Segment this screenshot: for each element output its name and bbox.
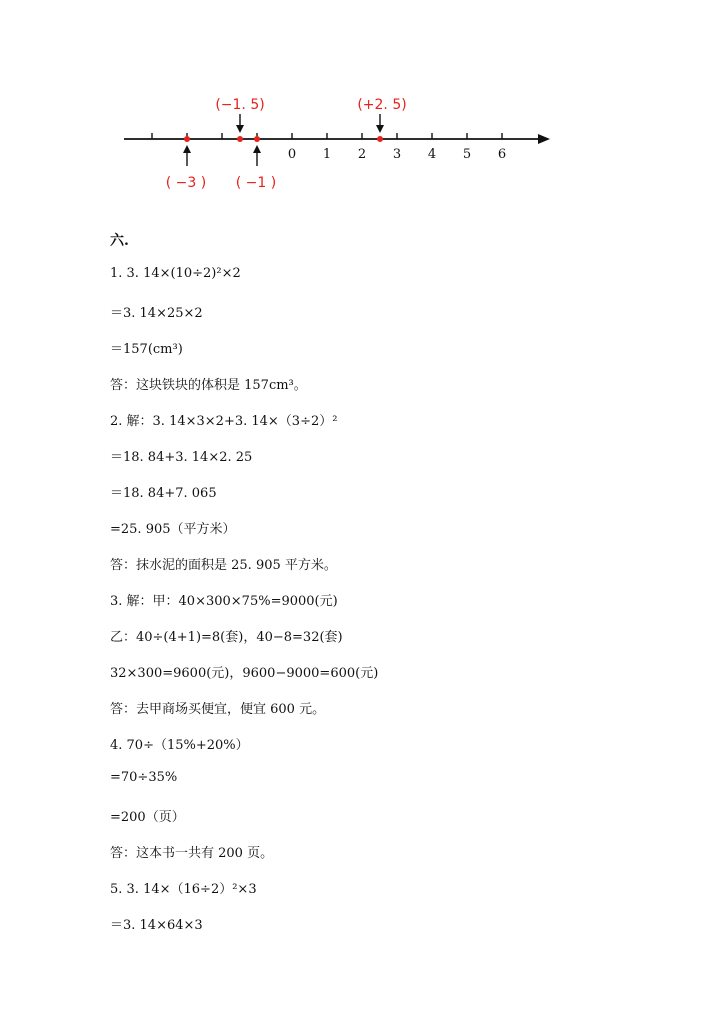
label-neg-1-5: (−1. 5) [215, 97, 265, 113]
number-line-figure [0, 0, 720, 210]
label-neg-3: ( −3 ) [165, 175, 207, 191]
tick-label-4: 4 [427, 147, 437, 162]
tick-label-3: 3 [392, 147, 402, 162]
solution-line: =25. 905（平方米） [110, 522, 236, 537]
tick-label-1: 1 [322, 147, 332, 162]
arrow-up-icon [253, 145, 261, 153]
answer-line: 答：抹水泥的面积是 25. 905 平方米。 [110, 558, 337, 573]
solution-line: =200（页） [110, 810, 185, 825]
section-title: 六. [110, 233, 129, 249]
solution-line: ＝3. 14×64×3 [110, 918, 203, 933]
axis-arrow-icon [538, 134, 550, 144]
solution-line: ＝157(cm³) [110, 342, 183, 357]
solution-line: ＝3. 14×25×2 [110, 306, 203, 321]
tick-label-6: 6 [497, 147, 507, 162]
point-neg-1-5 [237, 136, 243, 142]
label-pos-2-5: (+2. 5) [357, 97, 407, 113]
answer-line: 答：这块铁块的体积是 157cm³。 [110, 378, 307, 393]
point-neg-1 [254, 136, 260, 142]
solution-line: 32×300=9600(元)，9600−9000=600(元) [110, 666, 379, 681]
arrow-down-icon [376, 125, 384, 133]
solution-line: 3. 解：甲：40×300×75%=9000(元) [110, 594, 338, 609]
solution-line: ＝18. 84+7. 065 [110, 486, 217, 501]
answer-line: 答：去甲商场买便宜，便宜 600 元。 [110, 702, 326, 717]
solution-line: 2. 解：3. 14×3×2+3. 14×（3÷2）² [110, 414, 338, 429]
arrow-up-icon [183, 145, 191, 153]
solution-line: ＝18. 84+3. 14×2. 25 [110, 450, 253, 465]
tick-label-5: 5 [462, 147, 472, 162]
label-neg-1: ( −1 ) [235, 175, 277, 191]
point-pos-2-5 [377, 136, 383, 142]
solution-line: 1. 3. 14×(10÷2)²×2 [110, 266, 241, 281]
tick-label-0: 0 [287, 147, 297, 162]
point-neg-3 [184, 136, 190, 142]
solution-line: 5. 3. 14×（16÷2）²×3 [110, 882, 257, 897]
arrow-down-icon [236, 125, 244, 133]
answer-line: 答：这本书一共有 200 页。 [110, 846, 274, 861]
tick-label-2: 2 [357, 147, 367, 162]
solution-line: 乙：40÷(4+1)=8(套)，40−8=32(套) [110, 630, 343, 645]
solution-line: 4. 70÷（15%+20%） [110, 738, 249, 753]
solution-line: =70÷35% [110, 770, 178, 785]
